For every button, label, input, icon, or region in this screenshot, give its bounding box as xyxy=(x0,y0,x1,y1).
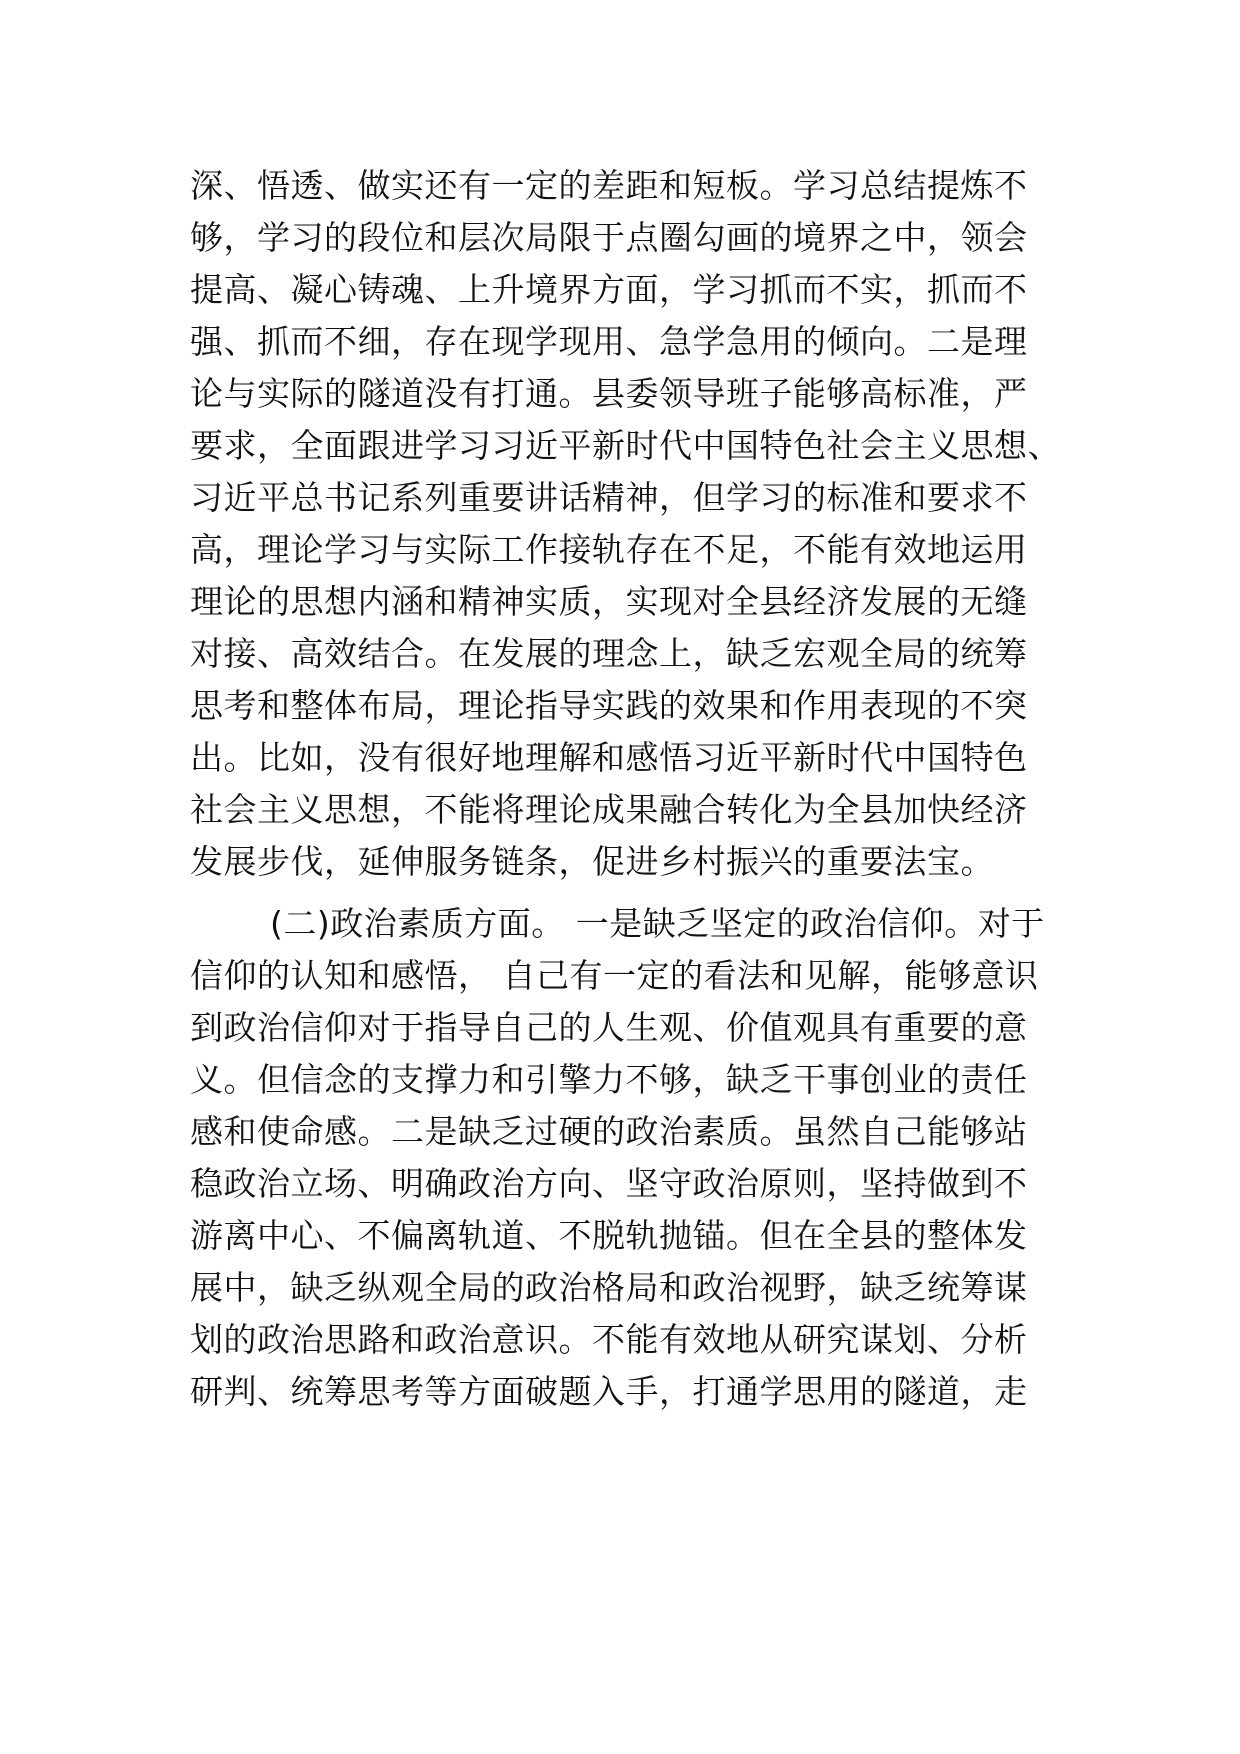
text-line: 思考和整体布局，理论指导实践的效果和作用表现的不突 xyxy=(190,686,1028,725)
text-line: 信仰的认知和感悟， 自己有一定的看法和见解，能够意识 xyxy=(190,956,1039,995)
text-line: 展中，缺乏纵观全局的政治格局和政治视野，缺乏统筹谋 xyxy=(190,1268,1028,1307)
text-line: 义。但信念的支撑力和引擎力不够，缺乏干事创业的责任 xyxy=(190,1060,1028,1099)
text-line: 研判、统筹思考等方面破题入手，打通学思用的隧道，走 xyxy=(190,1372,1028,1411)
text-line: 稳政治立场、明确政治方向、坚守政治原则，坚持做到不 xyxy=(190,1164,1028,1203)
text-line: 到政治信仰对于指导自己的人生观、价值观具有重要的意 xyxy=(190,1008,1028,1047)
text-line: 划的政治思路和政治意识。不能有效地从研究谋划、分析 xyxy=(190,1320,1028,1359)
text-line: 高，理论学习与实际工作接轨存在不足，不能有效地运用 xyxy=(190,530,1028,569)
text-line: 出。比如，没有很好地理解和感悟习近平新时代中国特色 xyxy=(190,738,1028,777)
section-heading-line: (二)政治素质方面。 一是缺乏坚定的政治信仰。对于 xyxy=(270,904,1045,943)
text-line: 理论的思想内涵和精神实质，实现对全县经济发展的无缝 xyxy=(190,582,1028,621)
text-line: 提高、凝心铸魂、上升境界方面，学习抓而不实，抓而不 xyxy=(190,270,1028,309)
text-line: 对接、高效结合。在发展的理念上，缺乏宏观全局的统筹 xyxy=(190,634,1028,673)
text-line: 够，学习的段位和层次局限于点圈勾画的境界之中，领会 xyxy=(190,218,1028,257)
text-line: 习近平总书记系列重要讲话精神，但学习的标准和要求不 xyxy=(190,478,1028,517)
text-line: 强、抓而不细，存在现学现用、急学急用的倾向。二是理 xyxy=(190,322,1028,361)
text-line: 要求，全面跟进学习习近平新时代中国特色社会主义思想、 xyxy=(190,426,1061,465)
text-line: 游离中心、不偏离轨道、不脱轨抛锚。但在全县的整体发 xyxy=(190,1216,1028,1255)
text-line: 发展步伐，延伸服务链条，促进乡村振兴的重要法宝。 xyxy=(190,842,994,881)
paragraph-2 xyxy=(190,898,1090,1418)
text-line: 社会主义思想，不能将理论成果融合转化为全县加快经济 xyxy=(190,790,1028,829)
text-line: 深、悟透、做实还有一定的差距和短板。学习总结提炼不 xyxy=(190,166,1028,205)
text-line: 论与实际的隧道没有打通。县委领导班子能够高标准，严 xyxy=(190,374,1028,413)
paragraph-1 xyxy=(190,160,1090,888)
text-line: 感和使命感。二是缺乏过硬的政治素质。虽然自己能够站 xyxy=(190,1112,1028,1151)
